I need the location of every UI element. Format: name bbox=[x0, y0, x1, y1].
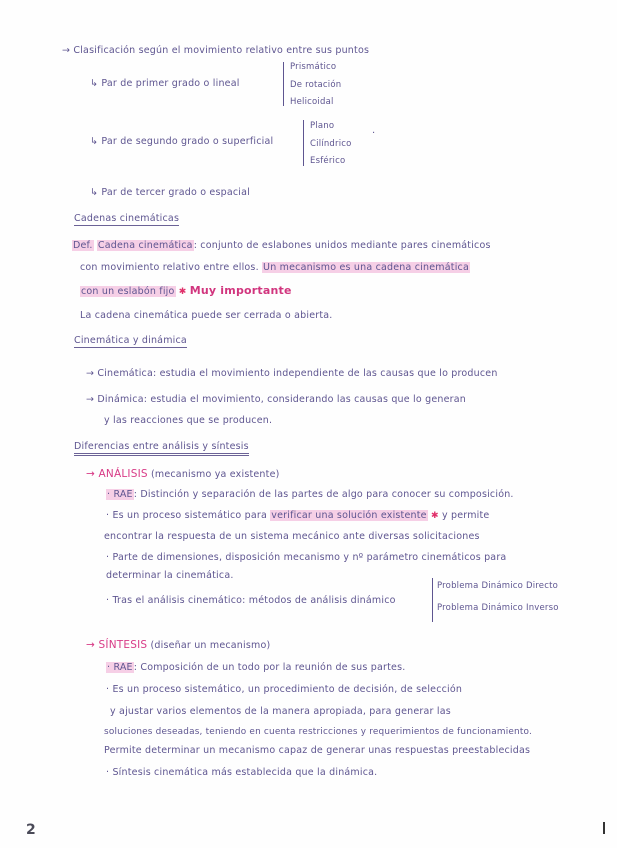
brace-second bbox=[303, 120, 308, 166]
def-text: : conjunto de eslabones unidos mediante pares cinemáticos bbox=[193, 240, 491, 251]
analysis-line-4: · Parte de dimensiones, disposición mecanismo y nº parámetro cinemáticos para bbox=[106, 552, 507, 563]
analysis-subtitle: (mecanismo ya existente) bbox=[150, 469, 280, 480]
analysis-line-6: · Tras el análisis cinemático: métodos de análisis dinámico bbox=[106, 595, 396, 606]
first-type-2: De rotación bbox=[290, 80, 342, 90]
analysis-line-3: encontrar la respuesta de un sistema mecánico ante diversas solicitaciones bbox=[104, 531, 480, 542]
star-icon-2: ✱ bbox=[430, 511, 439, 521]
def-line-1 bbox=[72, 240, 491, 251]
synthesis-line-4: soluciones deseadas, teniendo en cuenta restricciones y requerimientos de funcionamiento. bbox=[104, 727, 533, 737]
stray-dot: · bbox=[372, 128, 376, 139]
analysis-2b: verificar una solución existente bbox=[271, 510, 427, 521]
analysis-line-2 bbox=[106, 510, 489, 521]
analysis-2a: · Es un proceso sistemático para bbox=[106, 510, 268, 521]
def-line-3 bbox=[80, 284, 292, 297]
analysis-rae-label: · RAE bbox=[107, 489, 133, 500]
synthesis-rae-label: · RAE bbox=[107, 662, 133, 673]
second-type-2: Cilíndrico bbox=[310, 139, 352, 149]
heading-differences: Diferencias entre análisis y síntesis bbox=[74, 441, 249, 456]
synthesis-rae-text: : Composición de un todo por la reunión de sus partes. bbox=[133, 662, 406, 673]
synthesis-line-6: · Síntesis cinemática más establecida que la dinámica. bbox=[106, 767, 378, 778]
second-type-1: Plano bbox=[310, 121, 335, 131]
synthesis-line-3: y ajustar varios elementos de la manera apropiada, para generar las bbox=[110, 706, 451, 717]
def-label: Def. bbox=[73, 240, 93, 251]
analysis-line-5: determinar la cinemática. bbox=[106, 570, 234, 581]
analysis-title: → ANÁLISIS bbox=[86, 468, 148, 480]
synthesis-title: → SÍNTESIS bbox=[86, 639, 148, 651]
analysis-rae-text: : Distinción y separación de las partes de algo para conocer su composición. bbox=[133, 489, 514, 500]
heading-kinematic-chains: Cadenas cinemáticas bbox=[74, 213, 180, 224]
synthesis-rae bbox=[106, 662, 405, 673]
brace-first bbox=[283, 62, 288, 106]
pair-third-degree: ↳ Par de tercer grado o espacial bbox=[90, 187, 251, 198]
margin-mark bbox=[603, 822, 605, 834]
kinematics-def: → Cinemática: estudia el movimiento independiente de las causas que lo producen bbox=[86, 368, 498, 379]
synthesis-heading bbox=[86, 639, 270, 651]
def-text-2a: con movimiento relativo entre ellos. bbox=[80, 262, 259, 273]
very-important-note: Muy importante bbox=[189, 284, 292, 297]
synthesis-subtitle: (diseñar un mecanismo) bbox=[150, 640, 271, 651]
def-line-4: La cadena cinemática puede ser cerrada o abierta. bbox=[80, 310, 333, 321]
second-type-3: Esférico bbox=[310, 156, 346, 166]
dynamic-direct: Problema Dinámico Directo bbox=[437, 581, 559, 591]
pair-second-degree: ↳ Par de segundo grado o superficial bbox=[90, 136, 274, 147]
analysis-2c: y permite bbox=[441, 510, 490, 521]
dynamics-def: → Dinámica: estudia el movimiento, considerando las causas que lo generan bbox=[86, 394, 466, 405]
def-term: Cadena cinemática bbox=[97, 240, 193, 251]
synthesis-line-2: · Es un proceso sistemático, un procedimiento de decisión, de selección bbox=[106, 684, 463, 695]
page-number: 2 bbox=[26, 822, 36, 838]
pair-first-degree: ↳ Par de primer grado o lineal bbox=[90, 78, 240, 89]
classification-line: → Clasificación según el movimiento relativo entre sus puntos bbox=[62, 45, 370, 56]
heading-kinematics-dynamics: Cinemática y dinámica bbox=[74, 335, 187, 346]
synthesis-line-5: Permite determinar un mecanismo capaz de generar unas respuestas preestablecidas bbox=[104, 745, 531, 756]
first-type-1: Prismático bbox=[290, 62, 337, 72]
analysis-rae bbox=[106, 489, 514, 500]
def-text-3a: con un eslabón fijo bbox=[81, 286, 175, 297]
def-line-2 bbox=[80, 262, 470, 273]
dynamics-def-2: y las reacciones que se producen. bbox=[104, 415, 273, 426]
dynamic-inverse: Problema Dinámico Inverso bbox=[437, 603, 559, 613]
star-icon: ✱ bbox=[178, 287, 187, 297]
first-type-3: Helicoidal bbox=[290, 97, 334, 107]
analysis-heading bbox=[86, 468, 280, 480]
def-text-2b: Un mecanismo es una cadena cinemática bbox=[263, 262, 469, 273]
